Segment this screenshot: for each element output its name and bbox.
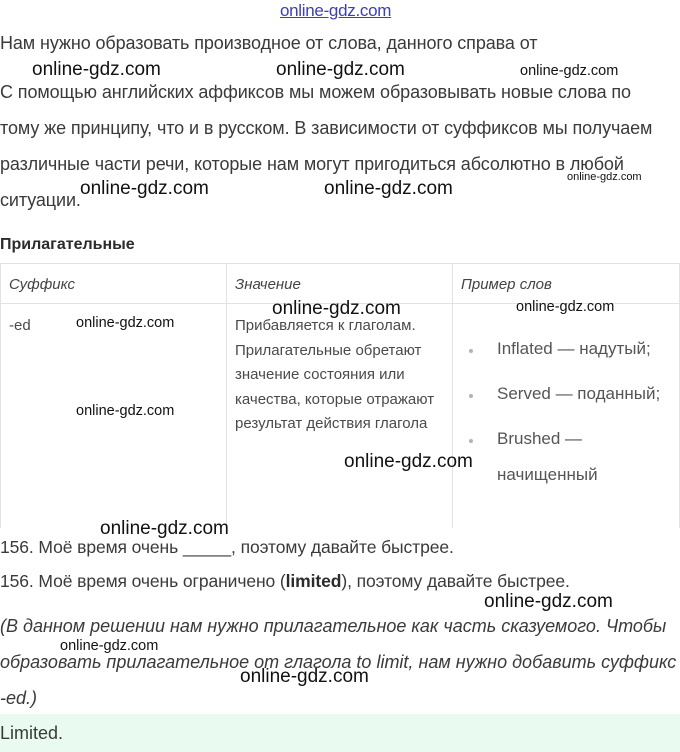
intro-line-1: Нам нужно образовать производное от слова, данного справа от bbox=[0, 33, 538, 53]
task-question: 156. Моё время очень _____, поэтому давайте быстрее. bbox=[0, 537, 454, 557]
table-header-examples: Пример слов bbox=[461, 276, 552, 293]
table-header-meaning: Значение bbox=[235, 276, 301, 293]
table-col-divider-1 bbox=[226, 263, 227, 528]
table-header-suffix: Суффикс bbox=[9, 276, 75, 293]
example-item-1: Inflated — надутый; bbox=[497, 339, 651, 358]
example-item-3: Brushed — bbox=[497, 429, 583, 448]
example-item-2: Served — поданный; bbox=[497, 384, 661, 403]
watermark: online-gdz.com bbox=[60, 638, 159, 654]
table-top-border bbox=[0, 263, 680, 264]
section-heading: Прилагательные bbox=[0, 236, 135, 253]
task-answer-prefix: 156. Моё время очень ограничено ( bbox=[0, 571, 286, 591]
task-answer-suffix: ), поэтому давайте быстрее. bbox=[341, 571, 570, 591]
table-cell-suffix: -ed bbox=[9, 317, 31, 334]
bullet-icon bbox=[469, 439, 473, 443]
note-line-1: (В данном решении нам нужно прилагательное как часть сказуемого. Чтобы bbox=[0, 616, 667, 636]
table-col-divider-2 bbox=[452, 263, 453, 528]
task-answer bbox=[0, 571, 570, 592]
watermark: online-gdz.com bbox=[344, 451, 473, 472]
watermark: online-gdz.com bbox=[240, 666, 369, 687]
intro-line-3: тому же принципу, что и в русском. В зависимости от суффиксов мы получаем bbox=[0, 118, 653, 138]
watermark: online-gdz.com bbox=[276, 59, 405, 80]
table-cell-meaning: Прибавляется к глаголам. Прилагательные обретают значение состояния или качества, которые отражают результат действия глагола bbox=[235, 317, 435, 432]
note-line-2: образовать прилагательное от глагола to limit, нам нужно добавить суффикс bbox=[0, 652, 677, 672]
watermark: online-gdz.com bbox=[484, 591, 613, 612]
intro-line-2: С помощью английских аффиксов мы можем образовывать новые слова по bbox=[0, 82, 631, 102]
watermark: online-gdz.com bbox=[32, 59, 161, 80]
table-left-border bbox=[0, 263, 1, 528]
note-line-3: -ed.) bbox=[0, 688, 38, 708]
example-item-3-cont: начищенный bbox=[497, 465, 598, 484]
watermark: online-gdz.com bbox=[272, 298, 401, 319]
bullet-icon bbox=[469, 349, 473, 353]
watermark: online-gdz.com bbox=[567, 171, 642, 183]
answer-highlight bbox=[0, 714, 680, 752]
watermark: online-gdz.com bbox=[76, 403, 175, 419]
bullet-icon bbox=[469, 394, 473, 398]
intro-line-5: ситуации. bbox=[0, 190, 81, 210]
site-header-link[interactable]: online-gdz.com bbox=[280, 1, 392, 20]
watermark: online-gdz.com bbox=[100, 518, 229, 539]
task-answer-word: limited bbox=[285, 571, 342, 591]
intro-line-4: различные части речи, которые нам могут пригодиться абсолютно в любой bbox=[0, 154, 624, 174]
watermark: online-gdz.com bbox=[520, 63, 619, 79]
watermark: online-gdz.com bbox=[80, 178, 209, 199]
watermark: online-gdz.com bbox=[516, 299, 615, 315]
final-answer: Limited. bbox=[0, 723, 64, 743]
watermark: online-gdz.com bbox=[76, 315, 175, 331]
watermark: online-gdz.com bbox=[324, 178, 453, 199]
